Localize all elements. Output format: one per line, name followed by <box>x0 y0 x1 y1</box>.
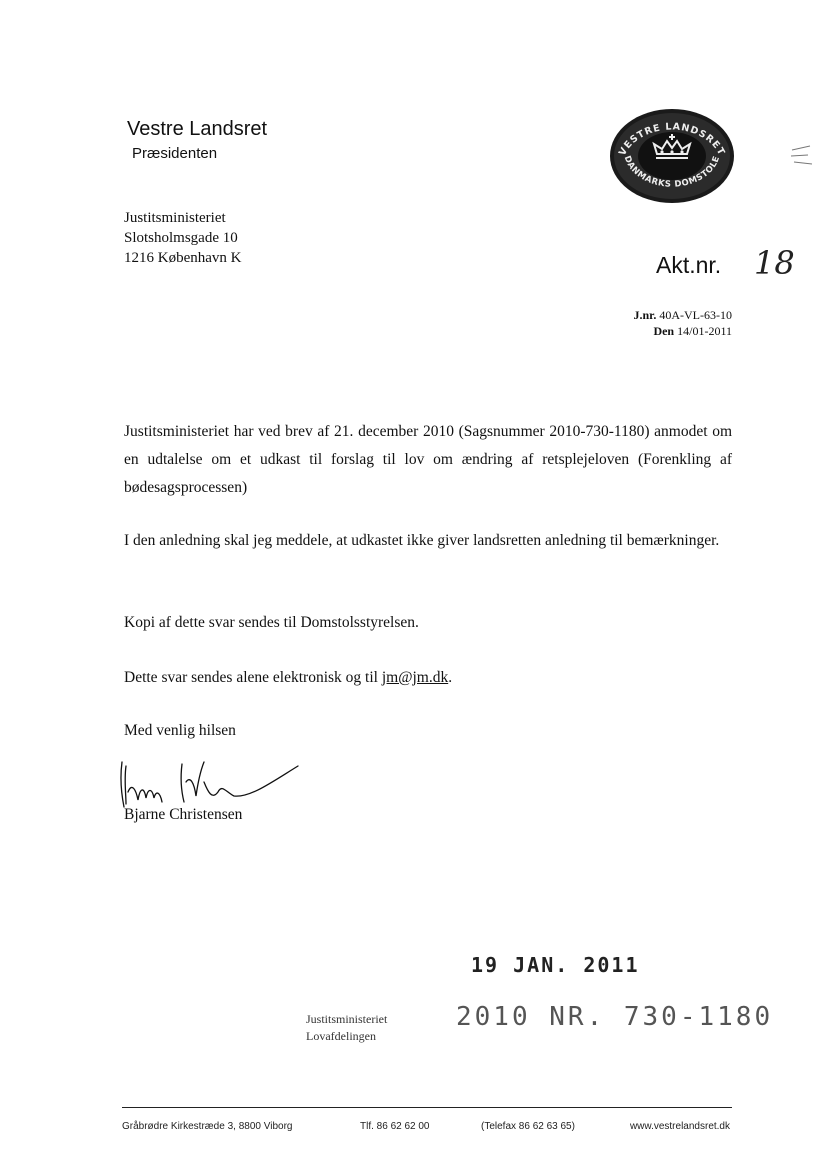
office-stamp-line-2: Lovafdelingen <box>306 1029 376 1043</box>
recipient-line-2: Slotsholmsgade 10 <box>124 230 238 246</box>
paragraph-4-suffix: . <box>448 669 453 686</box>
date-value: 14/01-2011 <box>677 324 732 338</box>
footer-phone: Tlf. 86 62 62 00 <box>360 1121 430 1132</box>
edge-mark-icon <box>788 144 814 166</box>
footer-address: Gråbrødre Kirkestræde 3, 8800 Viborg <box>122 1121 293 1132</box>
journal-value: 40A-VL-63-10 <box>659 308 732 322</box>
case-number-stamp: 2010 NR. 730-1180 <box>456 1002 774 1032</box>
akt-label: Akt.nr. <box>656 252 722 278</box>
body-paragraph-3: Kopi af dette svar sendes til Domstolsstyrelsen. <box>124 614 419 631</box>
reference-block <box>633 307 732 339</box>
court-name: Vestre Landsret <box>127 118 268 140</box>
court-subtitle: Præsidenten <box>132 145 218 162</box>
recipient-line-1: Justitsministeriet <box>124 210 226 226</box>
footer-fax: (Telefax 86 62 63 65) <box>481 1121 575 1132</box>
body-paragraph-2: I den anledning skal jeg meddele, at udkastet ikke giver landsretten anledning til bemærkninger. <box>124 532 720 549</box>
office-stamp <box>306 1011 387 1045</box>
journal-number <box>633 307 732 323</box>
footer-website[interactable]: www.vestrelandsret.dk <box>629 1121 730 1132</box>
paragraph-4-prefix: Dette svar sendes alene elektronisk og til <box>124 669 382 686</box>
date-label: Den <box>653 324 675 338</box>
seal-text-bottom: DANMARKS DOMSTOLE <box>621 154 723 190</box>
letter-date <box>633 323 732 339</box>
received-date-stamp: 19 JAN. 2011 <box>471 953 640 977</box>
recipient-line-3: 1216 København K <box>124 250 242 266</box>
greeting: Med venlig hilsen <box>124 722 236 739</box>
office-stamp-line-1: Justitsministeriet <box>306 1012 388 1026</box>
crown-seal-icon <box>609 108 735 204</box>
journal-label: J.nr. <box>633 308 657 322</box>
body-paragraph-4 <box>124 664 732 692</box>
body-paragraph-1: Justitsministeriet har ved brev af 21. december 2010 (Sagsnummer 2010-730-1180) anmodet om en udtalelse om et udkast til forslag til lov om ændring af retsplejeloven (Forenkling af bødesagsprocessen) <box>124 423 732 496</box>
signer-name: Bjarne Christensen <box>124 806 243 823</box>
akt-number: 18 <box>754 244 795 282</box>
seal-text-top: VESTRE LANDSRET <box>616 121 728 158</box>
footer-divider <box>122 1107 732 1108</box>
recipient-address <box>124 208 241 268</box>
email-link[interactable]: jm@jm.dk <box>381 669 449 686</box>
